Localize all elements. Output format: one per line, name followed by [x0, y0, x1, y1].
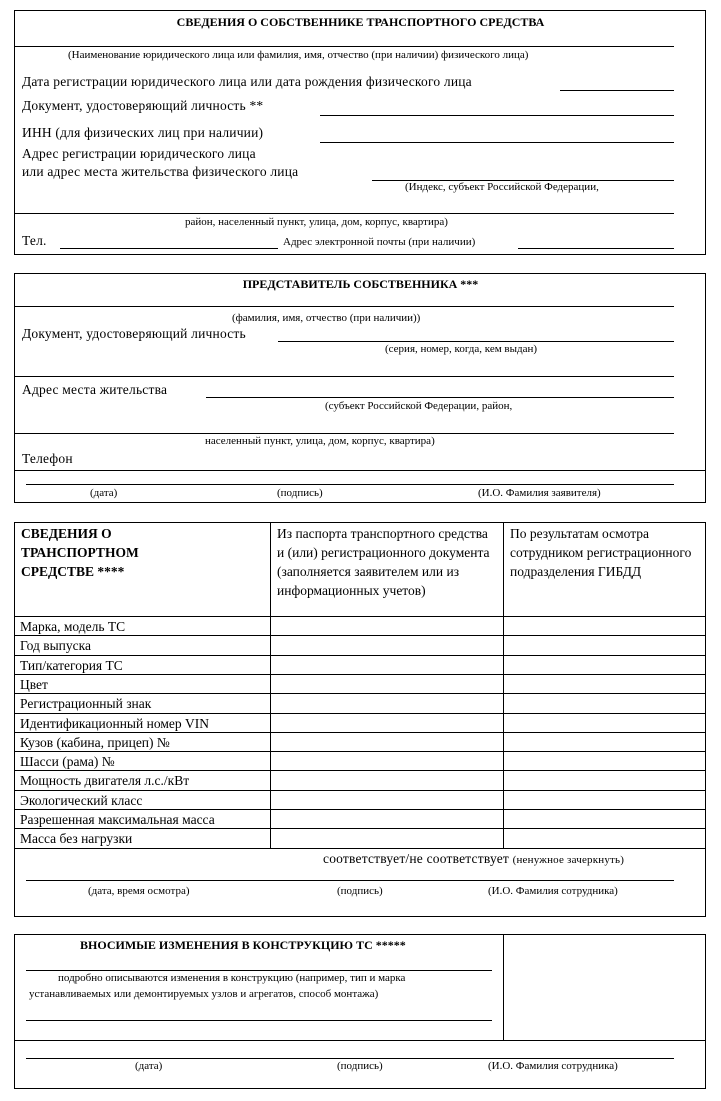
vehicle-row-label: Цвет	[20, 676, 48, 692]
owner-address-caption-2: район, населенный пункт, улица, дом, корпус, квартира)	[185, 216, 448, 228]
vehicle-signature-caption: (подпись)	[337, 885, 383, 897]
vehicle-table-row	[14, 616, 706, 635]
vehicle-table-row	[14, 655, 706, 674]
representative-title: ПРЕДСТАВИТЕЛЬ СОБСТВЕННИКА ***	[242, 277, 479, 291]
vehicle-table-row	[14, 790, 706, 809]
representative-fullname-caption: (И.О. Фамилия заявителя)	[478, 487, 601, 499]
vehicle-fullname-caption: (И.О. Фамилия сотрудника)	[488, 885, 618, 897]
owner-name-field[interactable]	[14, 46, 674, 47]
vehicle-rows-bottom	[14, 848, 706, 849]
vehicle-inspection-cell[interactable]	[504, 675, 705, 693]
vehicle-inspection-cell[interactable]	[504, 752, 705, 770]
owner-date-field[interactable]	[560, 90, 674, 91]
vehicle-document-cell[interactable]	[270, 617, 502, 635]
vehicle-row-label: Кузов (кабина, прицеп) №	[20, 734, 170, 750]
changes-field-1[interactable]	[26, 970, 492, 971]
changes-sign-field[interactable]	[26, 1058, 674, 1059]
representative-address-caption-1: (субъект Российской Федерации, район,	[325, 400, 513, 412]
owner-inn-field[interactable]	[320, 142, 674, 143]
representative-phone-label: Телефон	[22, 451, 73, 466]
vehicle-inspection-cell[interactable]	[504, 636, 705, 654]
vehicle-document-cell[interactable]	[270, 675, 502, 693]
owner-email-label: Адрес электронной почты (при наличии)	[283, 236, 476, 248]
changes-col-divider	[503, 934, 504, 1040]
vehicle-document-cell[interactable]	[270, 656, 502, 674]
representative-doc-field-2[interactable]	[14, 376, 674, 377]
owner-address-field-2[interactable]	[14, 213, 674, 214]
vehicle-row-label: Масса без нагрузки	[20, 831, 133, 847]
vehicle-header-document: Из паспорта транспортного средства и (или) регистрационного документа (заполняется заявителем или из информационных учетов)	[277, 526, 490, 598]
vehicle-table-row	[14, 635, 706, 654]
conformity-options[interactable]: соответствует/не соответствует	[323, 851, 510, 866]
owner-address-label-2: или адрес места жительства физического лица	[22, 164, 299, 179]
changes-desc-1: подробно описываются изменения в конструкцию (например, тип и марка	[58, 972, 406, 984]
vehicle-inspection-cell[interactable]	[504, 791, 705, 809]
vehicle-row-label: Шасси (рама) №	[20, 754, 115, 770]
vehicle-header-title: СВЕДЕНИЯ О ТРАНСПОРТНОМ СРЕДСТВЕ ****	[21, 526, 139, 579]
owner-doc-label: Документ, удостоверяющий личность **	[22, 98, 264, 113]
vehicle-row-label: Идентификационный номер VIN	[20, 715, 209, 731]
representative-address-field-2[interactable]	[14, 433, 674, 434]
representative-address-caption-2: населенный пункт, улица, дом, корпус, квартира)	[205, 435, 435, 447]
representative-divider	[14, 470, 706, 471]
vehicle-row-label: Марка, модель ТС	[20, 619, 126, 634]
representative-doc-label: Документ, удостоверяющий личность	[22, 326, 246, 341]
representative-date-caption: (дата)	[90, 487, 118, 499]
vehicle-table-row	[14, 770, 706, 789]
vehicle-inspection-cell[interactable]	[504, 810, 705, 828]
vehicle-inspection-cell[interactable]	[504, 771, 705, 789]
vehicle-row-label: Тип/категория ТС	[20, 657, 123, 673]
vehicle-row-label: Разрешенная максимальная масса	[20, 812, 215, 827]
owner-title: СВЕДЕНИЯ О СОБСТВЕННИКЕ ТРАНСПОРТНОГО СРЕДСТВА	[176, 15, 545, 29]
vehicle-document-cell[interactable]	[270, 829, 502, 847]
vehicle-row-label: Регистрационный знак	[20, 696, 152, 712]
changes-fullname-caption: (И.О. Фамилия сотрудника)	[488, 1060, 618, 1072]
vehicle-date-caption: (дата, время осмотра)	[88, 885, 190, 897]
changes-field-2[interactable]	[26, 1020, 492, 1021]
vehicle-table-row	[14, 674, 706, 693]
vehicle-inspection-cell[interactable]	[504, 733, 705, 751]
vehicle-table-row	[14, 713, 706, 732]
vehicle-inspection-cell[interactable]	[504, 656, 705, 674]
owner-phone-label: Тел.	[22, 233, 47, 248]
vehicle-document-cell[interactable]	[270, 771, 502, 789]
vehicle-document-cell[interactable]	[270, 714, 502, 732]
representative-doc-field[interactable]	[278, 341, 674, 342]
representative-name-field[interactable]	[14, 306, 674, 307]
vehicle-table-row	[14, 828, 706, 847]
representative-doc-caption: (серия, номер, когда, кем выдан)	[385, 343, 538, 355]
changes-date-caption: (дата)	[135, 1060, 163, 1072]
owner-date-label: Дата регистрации юридического лица или дата рождения физического лица	[22, 74, 472, 89]
vehicle-row-label: Мощность двигателя л.с./кВт	[20, 773, 190, 789]
conformity-note: (ненужное зачеркнуть)	[512, 854, 625, 866]
vehicle-table-row	[14, 732, 706, 751]
vehicle-table-row	[14, 693, 706, 712]
vehicle-sign-field[interactable]	[26, 880, 674, 881]
vehicle-inspection-cell[interactable]	[504, 617, 705, 635]
vehicle-document-cell[interactable]	[270, 694, 502, 712]
owner-name-caption: (Наименование юридического лица или фамилия, имя, отчество (при наличии) физического лица)	[68, 49, 529, 61]
changes-divider	[14, 1040, 706, 1041]
changes-signature-caption: (подпись)	[337, 1060, 383, 1072]
representative-name-caption: (фамилия, имя, отчество (при наличии))	[232, 312, 421, 324]
vehicle-header-inspection: По результатам осмотра сотрудником регистрационного подразделения ГИБДД	[510, 526, 692, 579]
owner-email-field[interactable]	[518, 248, 674, 249]
vehicle-inspection-cell[interactable]	[504, 829, 705, 847]
owner-doc-field[interactable]	[320, 115, 674, 116]
vehicle-document-cell[interactable]	[270, 752, 502, 770]
changes-desc-2: устанавливаемых или демонтируемых узлов и агрегатов, способ монтажа)	[29, 988, 379, 1000]
representative-signature-caption: (подпись)	[277, 487, 323, 499]
vehicle-document-cell[interactable]	[270, 791, 502, 809]
vehicle-inspection-cell[interactable]	[504, 694, 705, 712]
representative-address-field-1[interactable]	[206, 397, 674, 398]
vehicle-inspection-cell[interactable]	[504, 714, 705, 732]
vehicle-table-row	[14, 751, 706, 770]
vehicle-document-cell[interactable]	[270, 810, 502, 828]
changes-title: ВНОСИМЫЕ ИЗМЕНЕНИЯ В КОНСТРУКЦИЮ ТС *****	[80, 938, 406, 952]
vehicle-table-row	[14, 809, 706, 828]
representative-sign-field[interactable]	[26, 484, 674, 485]
conformity-text	[323, 852, 624, 866]
vehicle-row-label: Год выпуска	[20, 638, 91, 654]
owner-inn-label: ИНН (для физических лиц при наличии)	[22, 125, 264, 140]
owner-address-caption-1: (Индекс, субъект Российской Федерации,	[405, 181, 599, 193]
vehicle-document-cell[interactable]	[270, 636, 502, 654]
vehicle-row-label: Экологический класс	[20, 792, 143, 808]
vehicle-document-cell[interactable]	[270, 733, 502, 751]
representative-address-label: Адрес места жительства	[22, 382, 168, 397]
owner-address-label-1: Адрес регистрации юридического лица	[22, 146, 256, 161]
owner-phone-field[interactable]	[60, 248, 278, 249]
